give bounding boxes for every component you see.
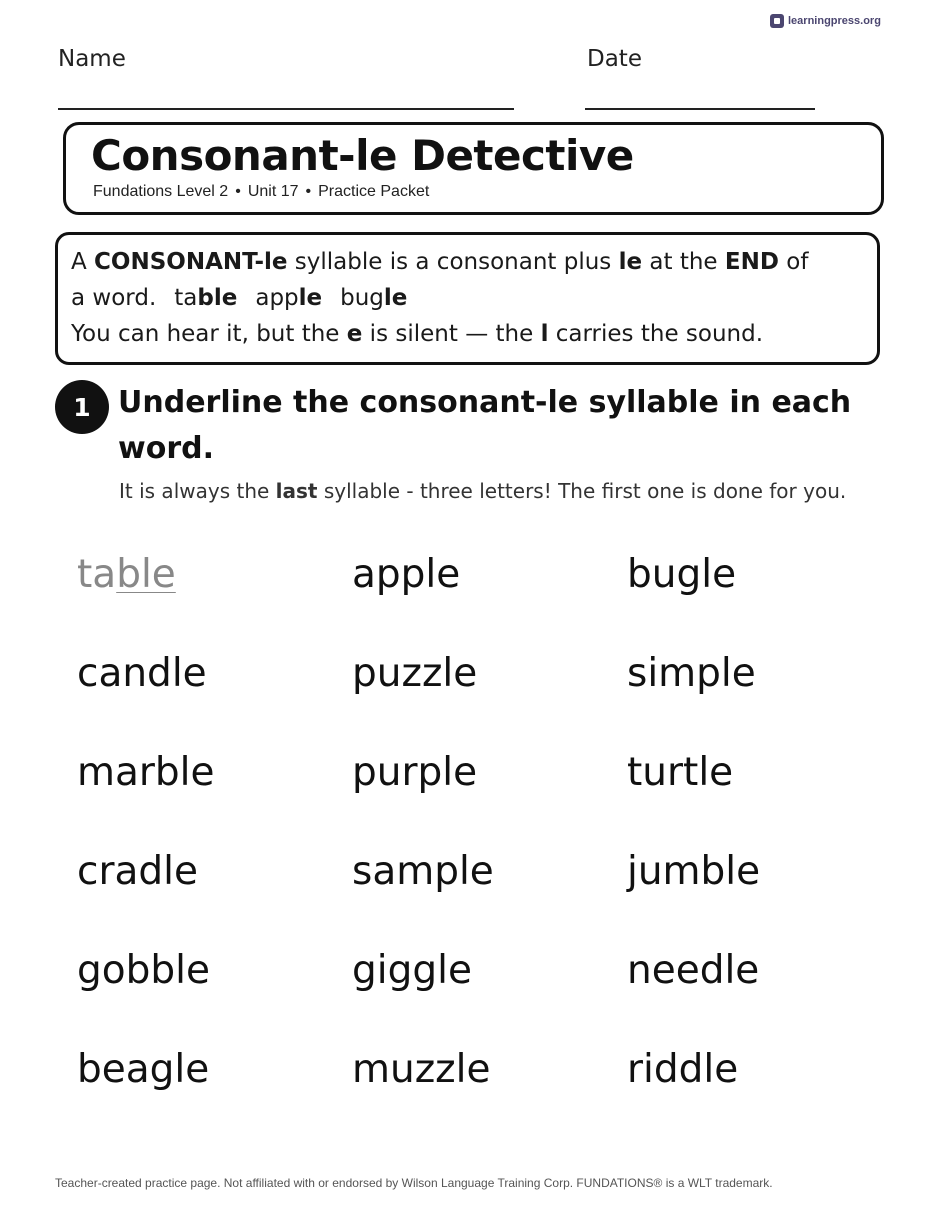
page-subtitle	[93, 183, 429, 201]
rule-line-3	[71, 316, 864, 352]
example-word-start: ta	[77, 552, 117, 597]
hint-keyword: last	[275, 479, 318, 503]
word-item[interactable]: giggle	[352, 948, 472, 993]
rule-text: is silent — the	[362, 321, 541, 347]
word-item[interactable]: purple	[352, 750, 478, 795]
subtitle-separator: •	[235, 183, 241, 200]
example-underlined-syllable: ble	[116, 552, 176, 597]
word-item[interactable]: bugle	[627, 552, 737, 597]
word-item[interactable]: turtle	[627, 750, 734, 795]
brand-text: learningpress.org	[788, 15, 881, 27]
example-word-start: bug	[340, 285, 384, 311]
brand-logo	[770, 12, 881, 30]
subtitle-packet: Practice Packet	[318, 183, 430, 200]
book-icon	[770, 14, 784, 28]
rule-line-2	[71, 280, 864, 316]
subtitle-separator: •	[305, 183, 312, 200]
hint-text: syllable - three letters! The first one is done for you.	[317, 479, 847, 503]
rule-keyword: e	[346, 321, 363, 347]
example-word	[77, 542, 352, 641]
word-grid	[77, 542, 902, 1136]
rule-keyword: END	[724, 249, 779, 275]
word-item[interactable]: beagle	[77, 1047, 210, 1092]
rule-text: A	[71, 249, 95, 275]
hint-text: It is always the	[119, 479, 276, 503]
word-item[interactable]: muzzle	[352, 1047, 491, 1092]
rule-text: of	[778, 249, 809, 275]
example-word-start: app	[255, 285, 299, 311]
page-title: Consonant-le Detective	[91, 131, 634, 180]
name-label: Name	[58, 46, 126, 72]
word-item[interactable]: jumble	[627, 849, 761, 894]
date-line	[585, 108, 815, 110]
example-word-ending: le	[383, 285, 408, 311]
date-label: Date	[587, 46, 642, 72]
word-item[interactable]: sample	[352, 849, 494, 894]
word-item[interactable]: apple	[352, 552, 461, 597]
rule-text: You can hear it, but the	[71, 321, 347, 347]
word-item[interactable]: gobble	[77, 948, 210, 993]
subtitle-level: Fundations Level 2	[93, 183, 229, 200]
example-word-ending: le	[298, 285, 323, 311]
word-item[interactable]: cradle	[77, 849, 198, 894]
subtitle-unit: Unit 17	[247, 183, 299, 200]
section-hint	[119, 476, 859, 506]
section-instruction: Underline the consonant-le syllable in each word.	[118, 385, 852, 466]
example-word-start: ta	[174, 285, 198, 311]
rule-text: syllable is a consonant plus	[287, 249, 619, 275]
rule-text: a word.	[71, 285, 157, 311]
rule-box	[55, 232, 880, 365]
word-item[interactable]: simple	[627, 651, 756, 696]
name-line	[58, 108, 514, 110]
rule-keyword: le	[618, 249, 643, 275]
title-box	[63, 122, 884, 215]
word-item[interactable]: marble	[77, 750, 215, 795]
rule-keyword: CONSONANT-le	[94, 249, 288, 275]
rule-keyword: l	[540, 321, 549, 347]
rule-text: at the	[642, 249, 725, 275]
word-item[interactable]: riddle	[627, 1047, 739, 1092]
example-word-ending: ble	[197, 285, 238, 311]
rule-line-1	[71, 244, 864, 280]
footer-disclaimer: Teacher-created practice page. Not affiliated with or endorsed by Wilson Language Training Corp. FUNDATIONS® is a WLT trademark.	[55, 1176, 773, 1190]
section-number-badge: 1	[55, 380, 109, 434]
word-item[interactable]: needle	[627, 948, 760, 993]
word-item[interactable]: candle	[77, 651, 207, 696]
word-item[interactable]: puzzle	[352, 651, 478, 696]
rule-text: carries the sound.	[548, 321, 764, 347]
